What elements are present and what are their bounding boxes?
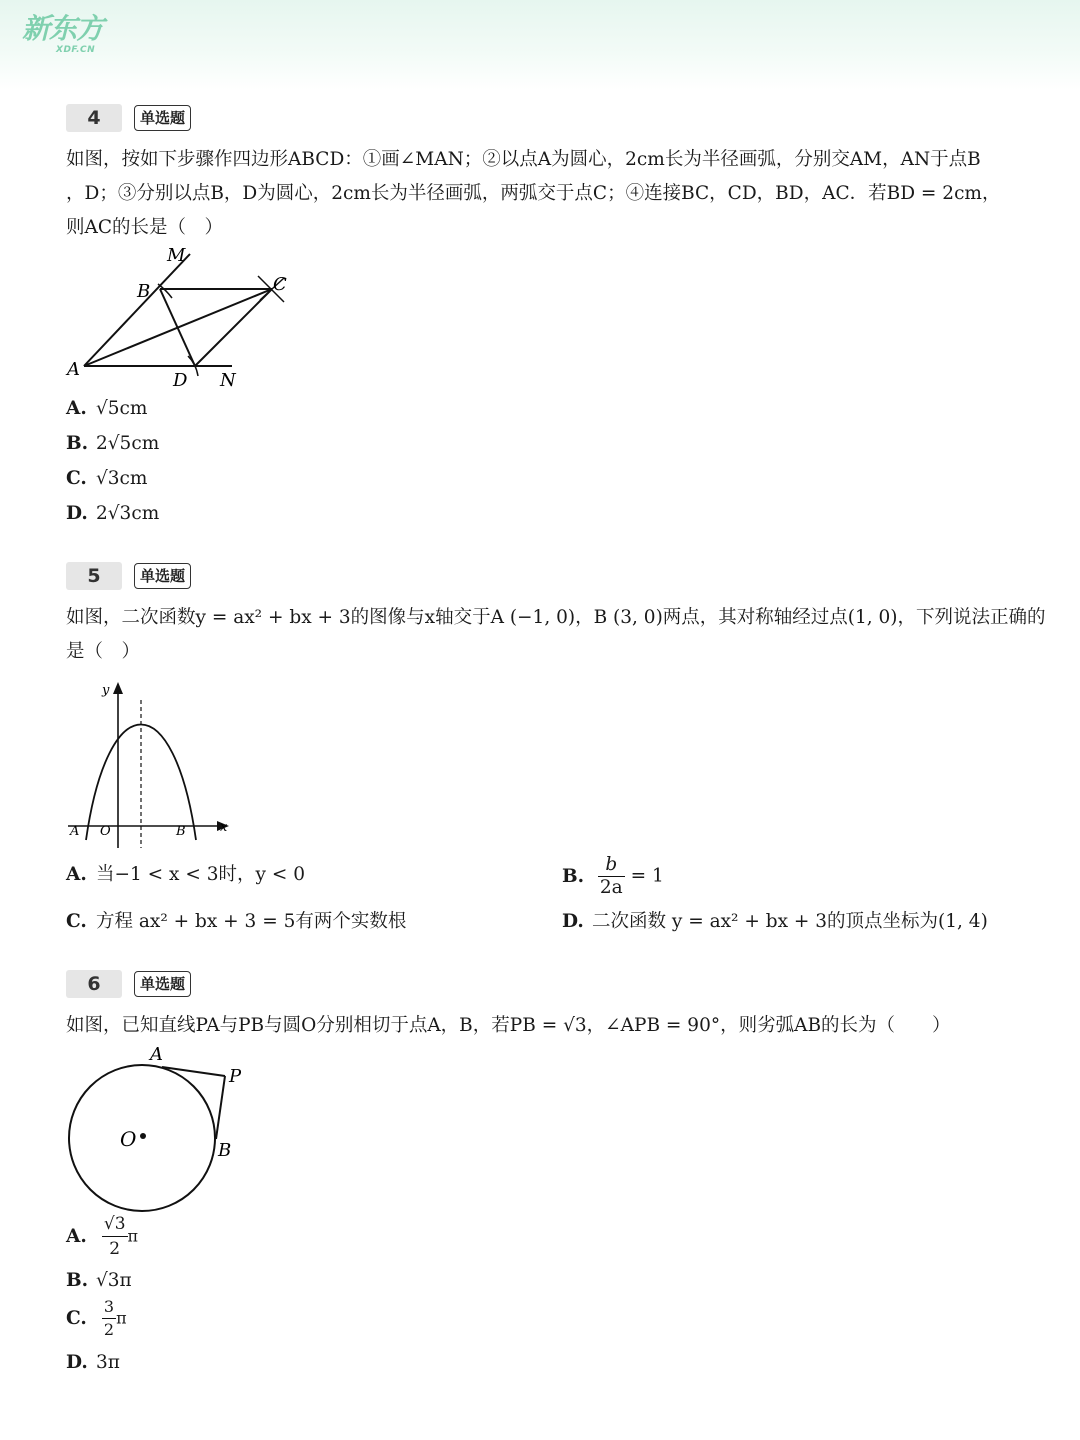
question-number: 4 (66, 104, 122, 132)
stem-line: 如图，已知直线PA与PB与圆O分别相切于点A，B，若PB = √3，∠APB = 90°，则劣弧AB的长为（ ） (66, 1015, 951, 1036)
option-b[interactable]: B. 2√5cm (66, 433, 160, 454)
label-x: x (220, 820, 228, 835)
label-O: O (100, 824, 111, 839)
stem-line: 则AC的长是（ ） (66, 217, 224, 238)
y-axis-arrow (113, 682, 123, 694)
option-d[interactable]: D. 3π (66, 1352, 120, 1373)
option-c[interactable]: C. √3cm (66, 468, 148, 489)
question-6-figure-circle-tangents (62, 1044, 262, 1214)
label-A: A (150, 1044, 163, 1065)
label-O: O (120, 1127, 137, 1151)
option-a[interactable]: A. 当−1 < x < 3时，y < 0 (66, 864, 305, 885)
fraction: $\frac{b}{2a}$ (599, 854, 623, 898)
option-c[interactable]: C. 方程 ax² + bx + 3 = 5有两个实数根 (66, 911, 407, 932)
question-6-stem (66, 1009, 1066, 1043)
stem-line: 如图，二次函数y = ax² + bx + 3的图像与x轴交于A (−1, 0)，B (3, 0)两点，其对称轴经过点(1, 0)，下列说法正确的 (66, 607, 1046, 628)
option-d[interactable]: D. 2√3cm (66, 503, 160, 524)
question-number: 5 (66, 562, 122, 590)
label-N: N (220, 370, 236, 391)
fraction: $\frac{√3}{2}$ (103, 1214, 126, 1259)
option-a[interactable]: A. √5cm (66, 398, 148, 419)
label-B: B (218, 1140, 232, 1161)
label-A: A (67, 359, 80, 380)
label-y: y (102, 683, 110, 698)
brand-logo (22, 12, 104, 55)
question-type-badge: 单选题 (134, 563, 191, 589)
center-dot (140, 1133, 146, 1139)
label-M: M (167, 245, 186, 266)
stem-line: ，D；③分别以点B，D为圆心，2cm长为半径画弧，两弧交于点C；④连接BC，CD，BD，AC．若BD = 2cm， (66, 183, 1001, 204)
label-B: B (176, 824, 186, 839)
stem-line: 如图，按如下步骤作四边形ABCD：①画∠MAN；②以点A为圆心，2cm长为半径画弧，分别交AM，AN于点B (66, 149, 981, 170)
label-B: B (137, 281, 151, 302)
header-band (0, 0, 1080, 90)
brand-name: 新东方 (22, 12, 104, 45)
label-A: A (70, 824, 80, 839)
question-5-figure-parabola (62, 676, 242, 856)
question-type-badge: 单选题 (134, 971, 191, 997)
option-b[interactable]: B. √3π (66, 1270, 132, 1291)
label-D: D (173, 370, 188, 391)
fraction: $\frac{3}{2}$ (103, 1297, 115, 1339)
option-b[interactable]: B. $\frac{b}{2a}$ = 1 (562, 854, 664, 898)
brand-domain: XDF.CN (56, 45, 96, 55)
question-type-badge: 单选题 (134, 105, 191, 131)
label-C: C (273, 274, 287, 295)
question-5-stem (66, 601, 1066, 669)
question-4-stem (66, 143, 1066, 245)
option-d[interactable]: D. 二次函数 y = ax² + bx + 3的顶点坐标为(1, 4) (562, 911, 988, 932)
label-P: P (229, 1066, 242, 1087)
stem-line: 是（ ） (66, 641, 141, 662)
question-number: 6 (66, 970, 122, 998)
option-a[interactable]: A. $\frac{√3}{2}$ π (66, 1214, 139, 1259)
option-c[interactable]: C. $\frac{3}{2}$ π (66, 1297, 127, 1339)
question-4-figure-rhombus (62, 244, 302, 394)
